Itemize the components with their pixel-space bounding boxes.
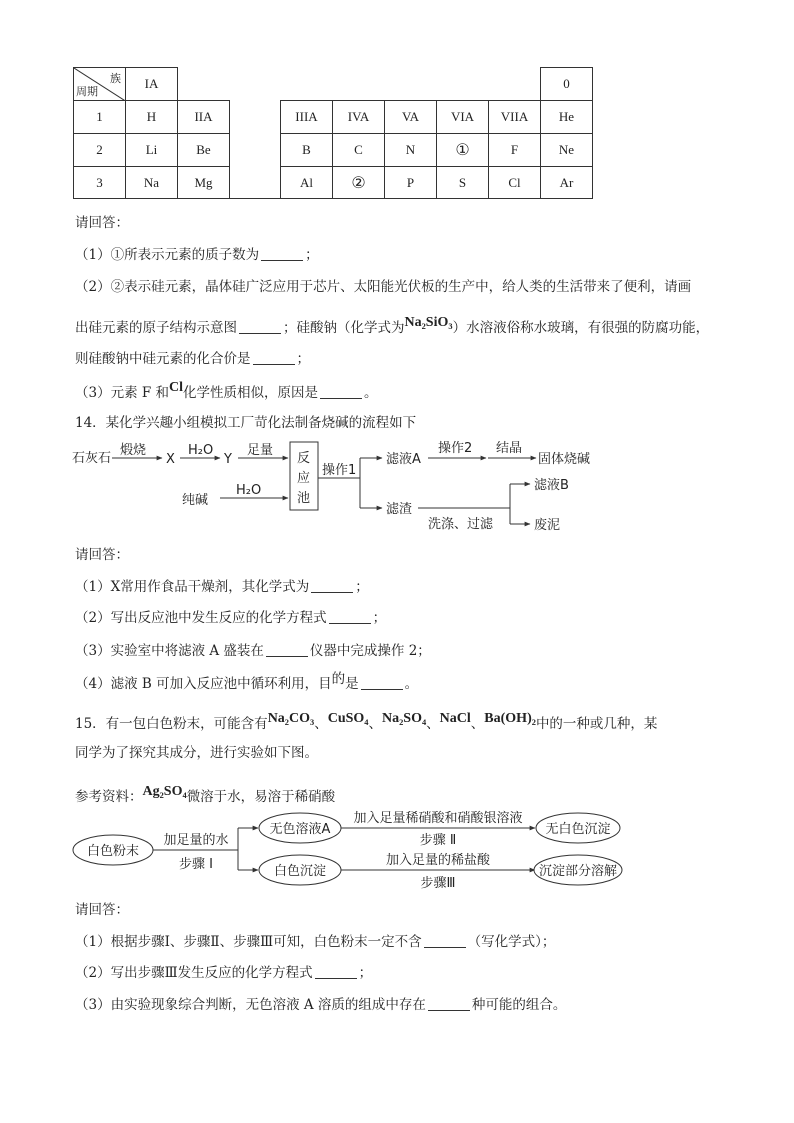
q13-part2-line3: [75, 349, 310, 369]
q14-part1: [75, 577, 369, 597]
q15-part2-end: ；: [358, 965, 373, 981]
q15-line1: [75, 711, 658, 735]
answer-blank[interactable]: [261, 246, 303, 261]
answer-blank[interactable]: [329, 609, 371, 624]
q14-part2: [75, 608, 386, 628]
element-s: S: [436, 166, 489, 199]
q14-prompt: 请回答：: [75, 547, 129, 563]
period-3: 3: [73, 166, 126, 199]
period-2: 2: [73, 133, 126, 167]
flow-wash: 洗涤、过滤: [428, 517, 494, 532]
answer-blank[interactable]: [239, 319, 281, 334]
group-header-0: 0: [540, 67, 593, 101]
q14-part3-text: （3）实验室中将滤液 A 盛装在: [75, 643, 264, 659]
element-b: B: [280, 133, 333, 167]
element-na: Na: [125, 166, 178, 199]
flow-calcine: 煅烧: [120, 443, 147, 458]
answer-blank[interactable]: [320, 384, 362, 399]
q13-part2-line1: （2）②表示硅元素，晶体硅广泛应用于芯片、太阳能光伏板的生产中，给人类的生活带来了便利，请画: [75, 279, 692, 295]
element-ne: Ne: [540, 133, 593, 167]
flow-no-ppt: 无白色沉淀: [545, 822, 611, 837]
q14-part4-mid: 是: [345, 676, 359, 692]
separator: 、: [368, 716, 382, 732]
answer-blank[interactable]: [253, 350, 295, 365]
flow-filtrate-a: 滤液A: [386, 452, 421, 467]
q14-part1-end: ；: [355, 579, 369, 595]
q13-part2-line2: [75, 315, 710, 339]
element-he: He: [540, 100, 593, 134]
q14-title: 14．某化学兴趣小组模拟工厂苛化法制备烧碱的流程如下: [75, 415, 417, 431]
flow-add-nitric: 加入足量稀硝酸和硝酸银溶液: [353, 811, 523, 826]
q13-part2-valence-end: ；: [296, 351, 310, 367]
flow-op1: 操作1: [322, 463, 357, 478]
q14-part4: [75, 671, 419, 694]
group-header-iva: IVA: [332, 100, 385, 134]
reactor-char-1: 反: [297, 451, 311, 466]
q15-intro: 15．有一包白色粉末，可能含有: [75, 716, 268, 732]
element-marker-1: ①: [436, 133, 489, 167]
group-header-iia: IIA: [177, 100, 230, 134]
flow-partial: 沉淀部分溶解: [538, 864, 618, 879]
element-al: Al: [280, 166, 333, 199]
flow-x: X: [166, 452, 175, 467]
flow-limestone: 石灰石: [72, 451, 112, 466]
group-header-ia: IA: [125, 67, 178, 101]
formula-baoh2: Ba(OH)₂: [484, 711, 536, 726]
q14-part3-end: 仪器中完成操作 2；: [309, 643, 431, 659]
q15-part2-text: （2）写出步骤Ⅲ发生反应的化学方程式: [75, 965, 313, 981]
q15-part1-end: （写化学式）；: [467, 934, 556, 950]
flow-y: Y: [224, 452, 232, 467]
q15-part2: [75, 963, 372, 983]
q15-ref-text: 微溶于水，易溶于稀硝酸: [186, 789, 336, 805]
q15-flow-diagram: [70, 810, 630, 892]
flow-water2: H₂O: [236, 483, 262, 498]
flow-add-hcl: 加入足量的稀盐酸: [385, 853, 491, 868]
element-n: N: [384, 133, 437, 167]
formula-cuso4: CuSO₄: [327, 711, 369, 726]
answer-blank[interactable]: [361, 675, 403, 690]
q15-part3-text: （3）由实验现象综合判断，无色溶液 A 溶质的组成中存在: [75, 997, 426, 1013]
q13-part1-text: （1）①所表示元素的质子数为: [75, 247, 260, 263]
element-mg: Mg: [177, 166, 230, 199]
flow-enough: 足量: [247, 443, 274, 458]
separator: 、: [314, 716, 328, 732]
flow-step1: 步骤 Ⅰ: [179, 857, 213, 872]
formula-na2co3: Na₂CO₃: [267, 711, 315, 726]
element-be: Be: [177, 133, 230, 167]
q13-part2-valence-text: 则硅酸钠中硅元素的化合价是: [75, 351, 251, 367]
q13-part3-text: （3）元素 F 和: [75, 385, 170, 401]
q14-part1-text: （1）X常用作食品干燥剂，其化学式为: [75, 579, 310, 595]
q15-part1: [75, 932, 555, 952]
q13-prompt: 请回答：: [75, 215, 129, 231]
q15-intro-end: 中的一种或几种，某: [535, 716, 658, 732]
periodic-table: [73, 67, 593, 199]
formula-cl: Cl: [169, 380, 184, 395]
table-gap-line: [229, 198, 281, 199]
corner-group-label: 族: [110, 73, 121, 85]
element-f: F: [488, 133, 541, 167]
q14-part2-end: ；: [372, 610, 387, 626]
table-corner-cell: [73, 67, 126, 101]
flow-op2: 操作2: [438, 441, 473, 456]
separator: 、: [426, 716, 440, 732]
group-header-iiia: IIIA: [280, 100, 333, 134]
flow-filtrate-b: 滤液B: [534, 478, 569, 493]
q15-part3: [75, 995, 566, 1015]
q13-part3: [75, 380, 378, 404]
formula-na2so4: Na₂SO₄: [381, 711, 427, 726]
answer-blank[interactable]: [428, 996, 470, 1011]
q13-part3-mid: 化学性质相似，原因是: [183, 385, 319, 401]
q13-part1: [75, 245, 319, 265]
answer-blank[interactable]: [311, 578, 353, 593]
flow-residue: 滤渣: [386, 502, 413, 517]
answer-blank[interactable]: [266, 642, 308, 657]
element-ar: Ar: [540, 166, 593, 199]
q14-part2-text: （2）写出反应池中发生反应的化学方程式: [75, 610, 327, 626]
separator: 、: [470, 716, 485, 732]
flow-soda: 纯碱: [182, 493, 209, 508]
element-marker-2: ②: [332, 166, 385, 199]
reactor-char-3: 池: [297, 491, 311, 506]
element-c: C: [332, 133, 385, 167]
flow-powder: 白色粉末: [86, 844, 140, 859]
reactor-char-2: 应: [297, 471, 311, 486]
answer-blank[interactable]: [424, 933, 466, 948]
q15-reference: [75, 784, 336, 808]
flow-white-ppt: 白色沉淀: [273, 864, 327, 879]
period-1: 1: [73, 100, 126, 134]
q14-part4-end: 。: [404, 676, 419, 692]
q15-part1-text: （1）根据步骤Ⅰ、步骤Ⅱ、步骤Ⅲ可知，白色粉末一定不含: [75, 934, 422, 950]
flow-water1: H₂O: [188, 443, 214, 458]
q13-part1-end: ；: [305, 247, 319, 263]
formula-na2sio3: Na₂SiO₃: [404, 315, 453, 330]
element-p: P: [384, 166, 437, 199]
flow-step3: 步骤Ⅲ: [420, 876, 456, 891]
group-header-viia: VIIA: [488, 100, 541, 134]
element-cl: Cl: [488, 166, 541, 199]
q14-part3: [75, 641, 431, 661]
q13-part2-text: 出硅元素的原子结构示意图: [75, 320, 237, 336]
formula-ag2so4: Ag₂SO₄: [142, 784, 187, 799]
q15-ref-label: 参考资料：: [75, 789, 143, 805]
flow-crystallize: 结晶: [496, 441, 523, 456]
corner-period-label: 周期: [76, 86, 98, 98]
q15-part3-end: 种可能的组合。: [471, 997, 567, 1013]
flow-step2: 步骤 Ⅱ: [419, 833, 457, 848]
flow-solid-naoh: 固体烧碱: [538, 452, 591, 467]
flow-waste-mud: 废泥: [534, 518, 561, 533]
q13-part3-end: 。: [364, 385, 378, 401]
flow-solution-a: 无色溶液A: [269, 822, 331, 837]
element-h: H: [125, 100, 178, 134]
q14-flow-diagram: [70, 436, 610, 541]
q13-part2-end: ）水溶液俗称水玻璃，有很强的防腐功能，: [452, 320, 710, 336]
element-li: Li: [125, 133, 178, 167]
q14-part4-text: （4）滤液 B 可加入反应池中循环利用，目: [75, 676, 332, 692]
q14-part4-de: 的: [331, 671, 346, 687]
q15-prompt: 请回答：: [75, 902, 129, 918]
group-header-via: VIA: [436, 100, 489, 134]
answer-blank[interactable]: [315, 964, 357, 979]
group-header-va: VA: [384, 100, 437, 134]
q15-line2: 同学为了探究其成分，进行实验如下图。: [75, 745, 318, 761]
formula-nacl: NaCl: [439, 711, 471, 726]
flow-add-water: 加足量的水: [163, 833, 229, 848]
q13-part2-mid: ；硅酸钠（化学式为: [283, 320, 405, 336]
